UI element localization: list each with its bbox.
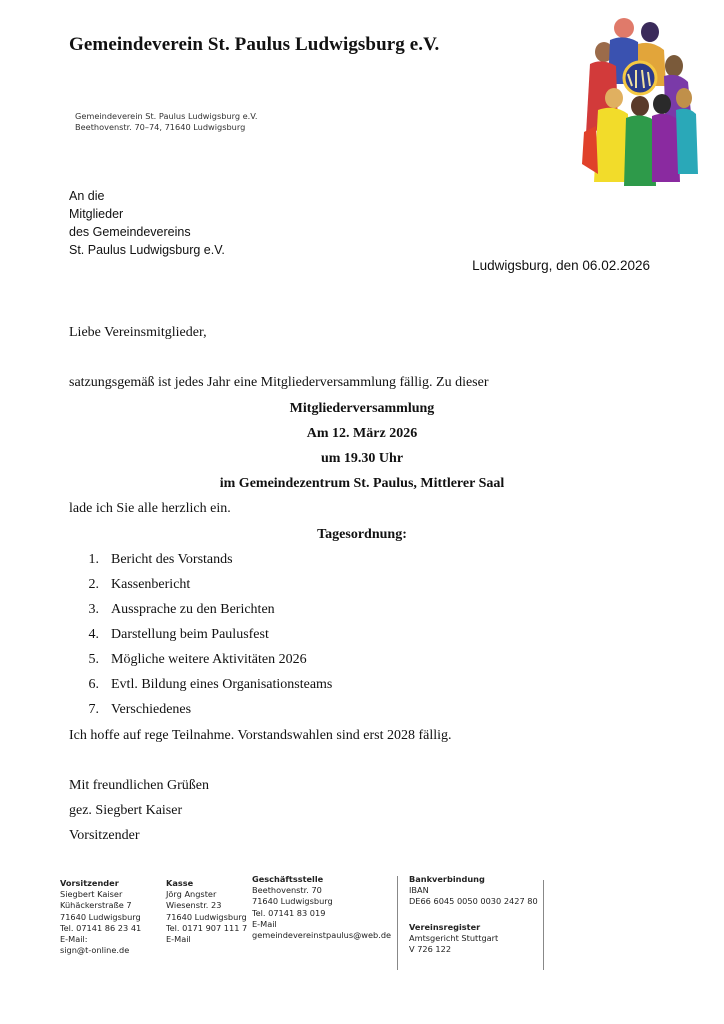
footer-chair [60, 878, 141, 956]
footer-line: gemeindevereinstpaulus@web.de [252, 930, 392, 941]
footer-divider [397, 876, 398, 970]
footer-line: E-Mail [252, 918, 277, 929]
return-address-line: Gemeindeverein St. Paulus Ludwigsburg e.V. [75, 111, 258, 121]
agenda-heading: Tagesordnung: [317, 527, 407, 542]
meeting-name: Mitgliederversammlung [289, 401, 435, 416]
recipient-line: An die [69, 189, 105, 203]
agenda-text: Darstellung beim Paulusfest [111, 627, 269, 642]
footer-heading: Vorsitzender [60, 878, 119, 888]
meeting-date: Am 12. März 2026 [306, 426, 418, 441]
footer-heading: Bankverbindung [409, 874, 485, 884]
recipient-address [69, 187, 225, 259]
footer-register [409, 922, 498, 956]
recipient-line: des Gemeindevereins [69, 225, 191, 239]
agenda-number: 6. [88, 677, 99, 692]
agenda-number: 5. [88, 652, 99, 667]
footer-line: Tel. 0171 907 111 7 [166, 922, 248, 933]
footer-line: Tel. 07141 83 019 [252, 907, 326, 918]
footer-heading: Kasse [166, 878, 194, 888]
footer-line: V 726 122 [409, 944, 452, 955]
footer-divider [543, 880, 544, 970]
footer-line: Wiesenstr. 23 [166, 900, 222, 911]
agenda-text: Aussprache zu den Berichten [111, 602, 275, 617]
footer-bank [409, 874, 538, 908]
footer-treasury [166, 878, 247, 945]
agenda-number: 1. [88, 552, 99, 567]
footer-line: Amtsgericht Stuttgart [409, 933, 499, 944]
salutation: Liebe Vereinsmitglieder, [69, 325, 207, 340]
people-group-logo-icon [580, 14, 700, 189]
closing-note: Ich hoffe auf rege Teilnahme. Vorstandswahlen sind erst 2028 fällig. [69, 728, 452, 743]
list-item [69, 624, 332, 649]
return-address [75, 111, 257, 133]
list-item [69, 674, 332, 699]
footer-line: Jörg Angster [166, 889, 217, 900]
agenda-number: 2. [88, 577, 99, 592]
footer-heading: Geschäftsstelle [252, 874, 324, 884]
agenda-number: 7. [88, 702, 99, 717]
invite-line: lade ich Sie alle herzlich ein. [69, 501, 231, 516]
recipient-line: St. Paulus Ludwigsburg e.V. [69, 243, 225, 257]
date-line: Ludwigsburg, den 06.02.2026 [472, 258, 650, 273]
footer-line: 71640 Ludwigsburg [60, 911, 141, 922]
agenda-text: Bericht des Vorstands [111, 552, 233, 567]
meeting-location: im Gemeindezentrum St. Paulus, Mittlerer Saal [219, 476, 505, 491]
footer-line: Kühäckerstraße 7 [60, 900, 132, 911]
footer-line: E-Mail: [60, 934, 88, 945]
list-item [69, 649, 332, 674]
agenda-text: Mögliche weitere Aktivitäten 2026 [111, 652, 307, 667]
footer-line: Beethovenstr. 70 [252, 885, 322, 896]
agenda-text: Verschiedenes [111, 702, 192, 717]
footer-line: DE66 6045 0050 0030 2427 80 [409, 896, 538, 907]
recipient-line: Mitglieder [69, 207, 124, 221]
footer-line: E-Mail [166, 934, 191, 945]
page-title: Gemeindeverein St. Paulus Ludwigsburg e.V. [69, 34, 440, 55]
footer-line: 71640 Ludwigsburg [252, 896, 333, 907]
agenda-list [69, 549, 332, 724]
agenda-text: Kassenbericht [111, 577, 191, 592]
footer-line: Siegbert Kaiser [60, 889, 123, 900]
signature-role: Vorsitzender [69, 828, 140, 843]
list-item [69, 699, 332, 724]
agenda-number: 3. [88, 602, 99, 617]
list-item [69, 599, 332, 624]
footer-line: Tel. 07141 86 23 41 [60, 922, 142, 933]
return-address-line: Beethovenstr. 70–74, 71640 Ludwigsburg [75, 122, 246, 132]
footer-line: IBAN [409, 885, 429, 896]
footer-line: sign@t-online.de [60, 945, 130, 956]
footer-line: 71640 Ludwigsburg [166, 911, 247, 922]
list-item [69, 549, 332, 574]
footer-office [252, 874, 391, 941]
list-item [69, 574, 332, 599]
signature-name: gez. Siegbert Kaiser [69, 803, 183, 818]
footer-heading: Vereinsregister [409, 922, 481, 932]
agenda-text: Evtl. Bildung eines Organisationsteams [111, 677, 333, 692]
meeting-time: um 19.30 Uhr [320, 451, 404, 466]
closing-greeting: Mit freundlichen Grüßen [69, 778, 209, 793]
agenda-number: 4. [88, 627, 99, 642]
intro-paragraph: satzungsgemäß ist jedes Jahr eine Mitgliederversammlung fällig. Zu dieser [69, 375, 489, 390]
